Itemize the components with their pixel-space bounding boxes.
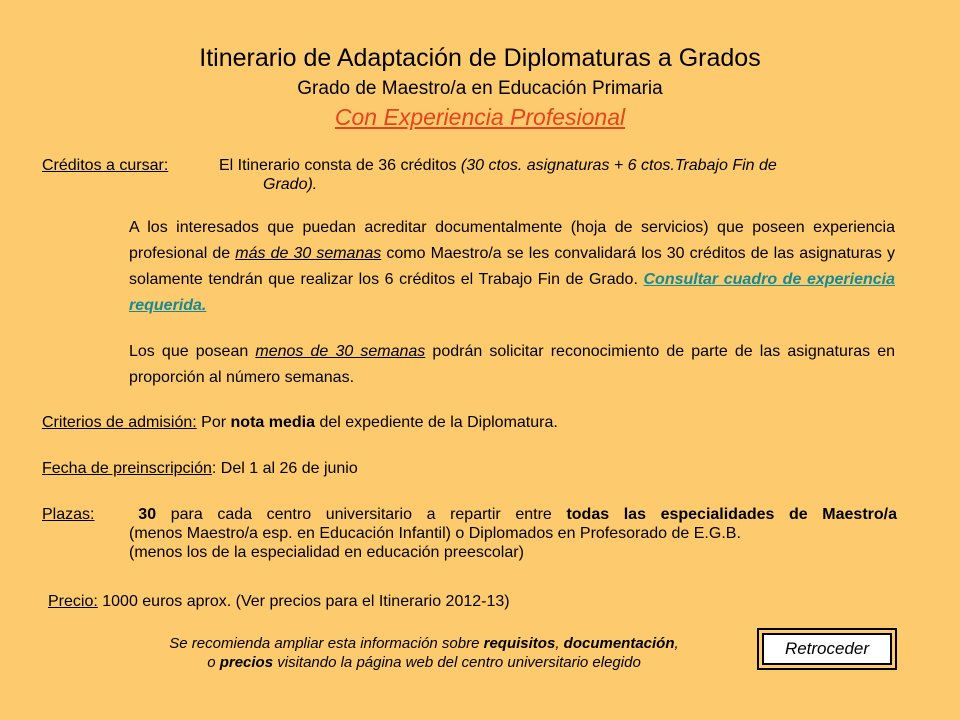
fecha-section	[42, 459, 358, 478]
paragraph1-text-b: como Maestro/a se les convalidará los 30 créditos de las asignaturas y solamente tendrán que realizar los 6 créditos el Trabajo Fin de Grado.	[129, 245, 896, 288]
partial-recognition-paragraph	[129, 339, 895, 391]
experience-paragraph	[129, 215, 895, 319]
back-button[interactable]: Retroceder	[762, 633, 892, 665]
footer-documentacion: documentación	[563, 635, 675, 652]
footer-precios: precios	[219, 654, 274, 671]
plazas-section	[42, 505, 897, 562]
paragraph2-text-a: Los que posean	[129, 343, 256, 360]
footer-requisitos: requisitos	[483, 635, 556, 652]
criterios-text-a: Por	[196, 414, 231, 431]
precio-section	[48, 592, 510, 611]
plazas-bold: todas las especialidades de Maestro/a	[566, 506, 898, 523]
paragraph2-text-b: podrán solicitar reconocimiento de parte de las asignaturas en proporción al número semanas.	[129, 343, 896, 386]
precio-text: 1000 euros aprox. (Ver precios para el Itinerario 2012-13)	[97, 593, 510, 610]
back-button-frame	[757, 628, 897, 670]
experience-table-link[interactable]: Consultar cuadro de experiencia requerida.	[129, 271, 896, 314]
footer-text-c: visitando la página web del centro universitario elegido	[273, 654, 641, 671]
page-subtitle: Grado de Maestro/a en Educación Primaria	[297, 78, 663, 99]
plazas-line2: (menos Maestro/a esp. en Educación Infantil) o Diplomados en Profesorado de E.G.B.	[129, 525, 741, 542]
footer-sep2: ,	[674, 635, 679, 652]
plazas-number: 30	[138, 506, 157, 523]
creditos-section	[42, 156, 902, 194]
footer-text-b: o	[207, 654, 220, 671]
experience-link[interactable]: Con Experiencia Profesional	[334, 104, 626, 130]
precio-label: Precio:	[48, 593, 98, 610]
creditos-label: Créditos a cursar:	[42, 157, 169, 174]
paragraph1-text-a: A los interesados que puedan acreditar documentalmente (hoja de servicios) que poseen experiencia profesional de	[129, 219, 895, 262]
page-title: Itinerario de Adaptación de Diplomaturas a Grados	[199, 44, 761, 72]
creditos-detail-line2: Grado).	[263, 176, 318, 193]
plazas-label: Plazas:	[42, 506, 95, 523]
plazas-line3: (menos los de la especialidad en educación preescolar)	[129, 544, 524, 561]
fecha-text: : Del 1 al 26 de junio	[211, 460, 358, 477]
paragraph1-emphasis: más de 30 semanas	[235, 245, 382, 262]
criterios-section	[42, 413, 558, 432]
creditos-text: El Itinerario consta de 36 créditos	[219, 157, 457, 174]
footer-sep1: ,	[555, 635, 564, 652]
criterios-text-b: del expediente de la Diplomatura.	[315, 414, 558, 431]
criterios-label: Criterios de admisión:	[42, 414, 197, 431]
fecha-label: Fecha de preinscripción	[42, 460, 212, 477]
creditos-detail: (30 ctos. asignaturas + 6 ctos.Trabajo Fin de	[460, 157, 777, 174]
footer-text-a: Se recomienda ampliar esta información sobre	[169, 635, 484, 652]
plazas-text-a: para cada centro universitario a repartir entre	[156, 506, 567, 523]
footer-note	[90, 634, 758, 672]
criterios-bold: nota media	[230, 414, 315, 431]
paragraph2-emphasis: menos de 30 semanas	[255, 343, 426, 360]
